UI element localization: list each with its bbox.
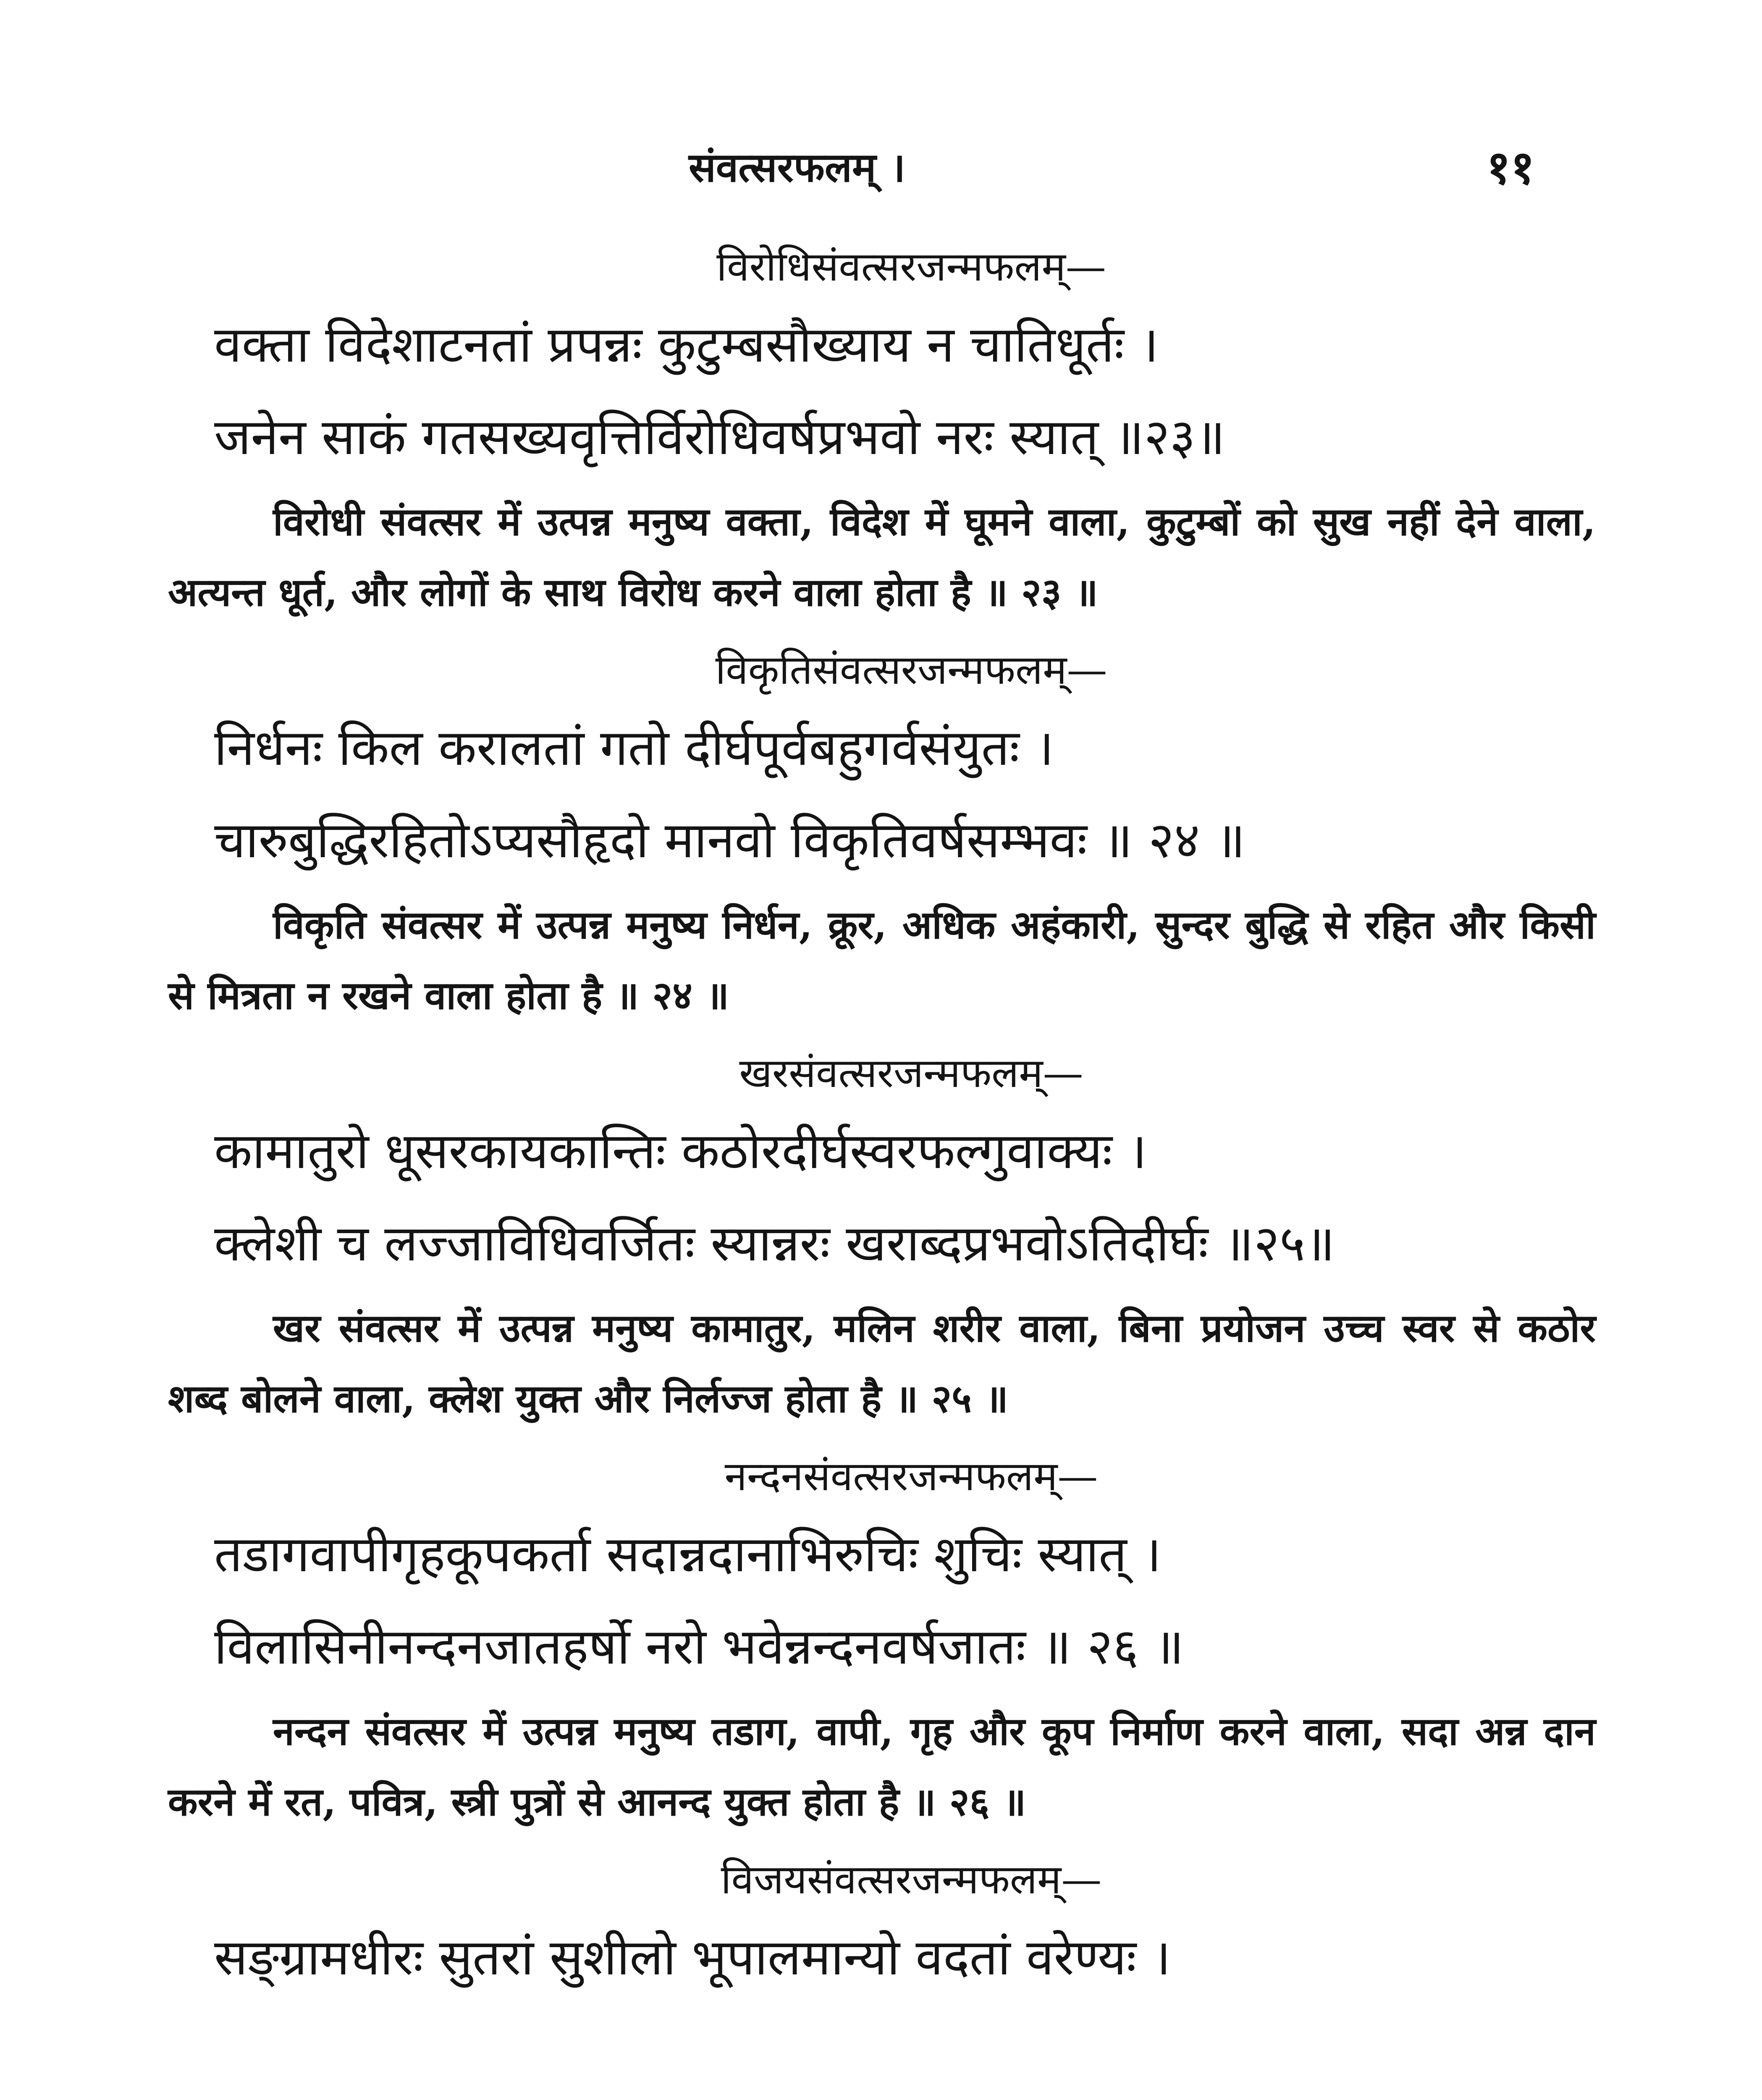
translation-paragraph: विरोधी संवत्सर में उत्पन्न मनुष्य वक्ता, विदेश में घूमने वाला, कुटुम्बों को सुख नहीं देने वाला, अत्यन्त धूर्त, और लोगों के साथ विरोध करने वाला होता है ॥ २३ ॥ [168,499,1596,615]
section-vikriti [168,638,1596,1031]
verse-line: वक्ता विदेशाटनतां प्रपन्नः कुटुम्बसौख्याय न चातिधूर्तः । [214,315,1159,373]
section-heading: विकृतिसंवत्सरजन्मफलम्— [715,646,1107,693]
section-heading: खरसंवत्सरजन्मफलम्— [739,1050,1083,1097]
running-title: संवत्सरफलम् । [689,144,906,191]
translation-paragraph: खर संवत्सर में उत्पन्न मनुष्य कामातुर, मलिन शरीर वाला, बिना प्रयोजन उच्च स्वर से कठोर शब्द बोलने वाला, क्लेश युक्त और निर्लज्ज होता है ॥ २५ ॥ [168,1305,1596,1421]
section-nandana [168,1445,1596,1837]
verse-line: कामातुरो धूसरकायकान्तिः कठोरदीर्घस्वरफल्गुवाक्यः । [214,1122,1147,1180]
verse-line: तडागवापीगृहकूपकर्ता सदान्नदानाभिरुचिः शुचिः स्यात् । [214,1525,1162,1583]
page-number: ११ [1487,140,1535,194]
verse-line: जनेन साकं गतसख्यवृत्तिर्विरोधिवर्षप्रभवो नरः स्यात् ॥२३॥ [214,408,1225,466]
section-heading: नन्दनसंवत्सरजन्मफलम्— [724,1453,1098,1500]
verse-line: चारुबुद्धिरहितोऽप्यसौहृदो मानवो विकृतिवर्षसम्भवः ॥ २४ ॥ [214,811,1245,869]
translation-paragraph: विकृति संवत्सर में उत्पन्न मनुष्य निर्धन, क्रूर, अधिक अहंकारी, सुन्दर बुद्धि से रहित और किसी से मित्रता न रखने वाला होता है ॥ २४ ॥ [168,902,1596,1018]
verse-line: निर्धनः किल करालतां गतो दीर्घपूर्वबहुगर्वसंयुतः । [214,719,1054,777]
page-body [168,235,1596,2003]
translation-paragraph: नन्दन संवत्सर में उत्पन्न मनुष्य तडाग, वापी, गृह और कूप निर्माण करने वाला, सदा अन्न दान करने में रत, पवित्र, स्त्री पुत्रों से आनन्द युक्त होता है ॥ २६ ॥ [168,1709,1596,1824]
verse-line: विलासिनीनन्दनजातहर्षो नरो भवेन्नन्दनवर्षजातः ॥ २६ ॥ [214,1617,1184,1675]
section-virodhi [168,235,1596,627]
verse-line: सङ्ग्रामधीरः सुतरां सुशीलो भूपालमान्यो वदतां वरेण्यः । [214,1928,1171,1986]
verse-line: क्लेशी च लज्जाविधिवर्जितः स्यान्नरः खराब्दप्रभवोऽतिदीर्घः ॥२५॥ [214,1214,1335,1272]
running-head [0,139,1762,193]
section-khara [168,1042,1596,1434]
section-heading: विरोधिसंवत्सरजन्मफलम्— [716,243,1106,290]
section-heading: विजयसंवत्सरजन्मफलम्— [721,1856,1102,1903]
section-vijaya [168,1848,1596,2003]
